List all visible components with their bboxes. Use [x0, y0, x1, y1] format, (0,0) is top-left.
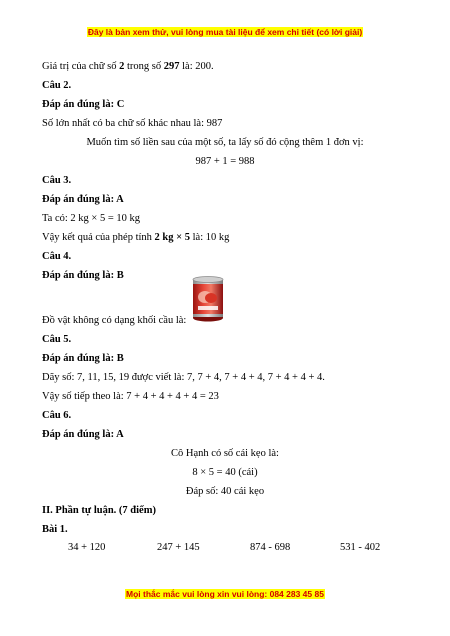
tin-can-image — [189, 276, 227, 322]
text: là: 10 kg — [190, 232, 230, 243]
answer-6: Đáp án đúng là: A — [42, 429, 124, 440]
contact-footer-text: Mọi thắc mắc vui lòng xin vui lòng: 084 283 45 85 — [126, 589, 324, 599]
explanation-2b: Muốn tìm số liền sau của một số, ta lấy số đó cộng thêm 1 đơn vị: — [86, 137, 364, 148]
expression-item: 874 - 698 — [250, 542, 291, 553]
expression-item: 531 - 402 — [340, 542, 381, 553]
explanation-3a: Ta có: 2 kg × 5 = 10 kg — [42, 213, 141, 224]
question-3-heading: Câu 3. — [42, 175, 72, 186]
explanation-3b — [42, 231, 229, 244]
number-bold: 297 — [163, 61, 180, 72]
digit-bold: 2 — [119, 61, 125, 72]
preview-notice-banner — [0, 27, 450, 37]
expression-item: 34 + 120 — [68, 542, 106, 553]
explanation-2a: Số lớn nhất có ba chữ số khác nhau là: 987 — [42, 118, 223, 129]
text: Vậy kết quả của phép tính — [42, 232, 155, 243]
text: Giá trị của chữ số — [42, 61, 120, 72]
question-2-heading: Câu 2. — [42, 80, 72, 91]
answer-5: Đáp án đúng là: B — [42, 353, 124, 364]
explanation-4a: Đồ vật không có dạng khối cầu là: — [42, 315, 187, 326]
exercise-1-heading: Bài 1. — [42, 524, 68, 535]
value-of-digit-line — [42, 60, 214, 73]
text: là: 200. — [179, 61, 214, 72]
explanation-2c: 987 + 1 = 988 — [195, 156, 255, 167]
explanation-5a: Dãy số: 7, 11, 15, 19 được viết là: 7, 7 + 4, 7 + 4 + 4, 7 + 4 + 4 + 4. — [42, 372, 325, 383]
explanation-6b: 8 × 5 = 40 (cái) — [192, 467, 258, 478]
explanation-5b: Vậy số tiếp theo là: 7 + 4 + 4 + 4 + 4 = 23 — [42, 391, 219, 402]
part-2-heading: II. Phần tự luận. (7 điểm) — [42, 505, 156, 516]
question-6-heading: Câu 6. — [42, 410, 72, 421]
preview-notice-text: Đây là bản xem thử, vui lòng mua tài liệu để xem chi tiết (có lời giải) — [87, 27, 363, 37]
question-5-heading: Câu 5. — [42, 334, 72, 345]
explanation-6c: Đáp số: 40 cái kẹo — [185, 486, 265, 497]
expression-item: 247 + 145 — [157, 542, 200, 553]
text: trong số — [124, 61, 164, 72]
explanation-6a: Cô Hạnh có số cái kẹo là: — [171, 448, 279, 459]
answer-4: Đáp án đúng là: B — [42, 270, 124, 281]
question-4-heading: Câu 4. — [42, 251, 72, 262]
answer-3: Đáp án đúng là: A — [42, 194, 124, 205]
answer-2: Đáp án đúng là: C — [42, 99, 125, 110]
expression-bold: 2 kg × 5 — [154, 232, 190, 243]
contact-footer-banner — [0, 589, 450, 599]
